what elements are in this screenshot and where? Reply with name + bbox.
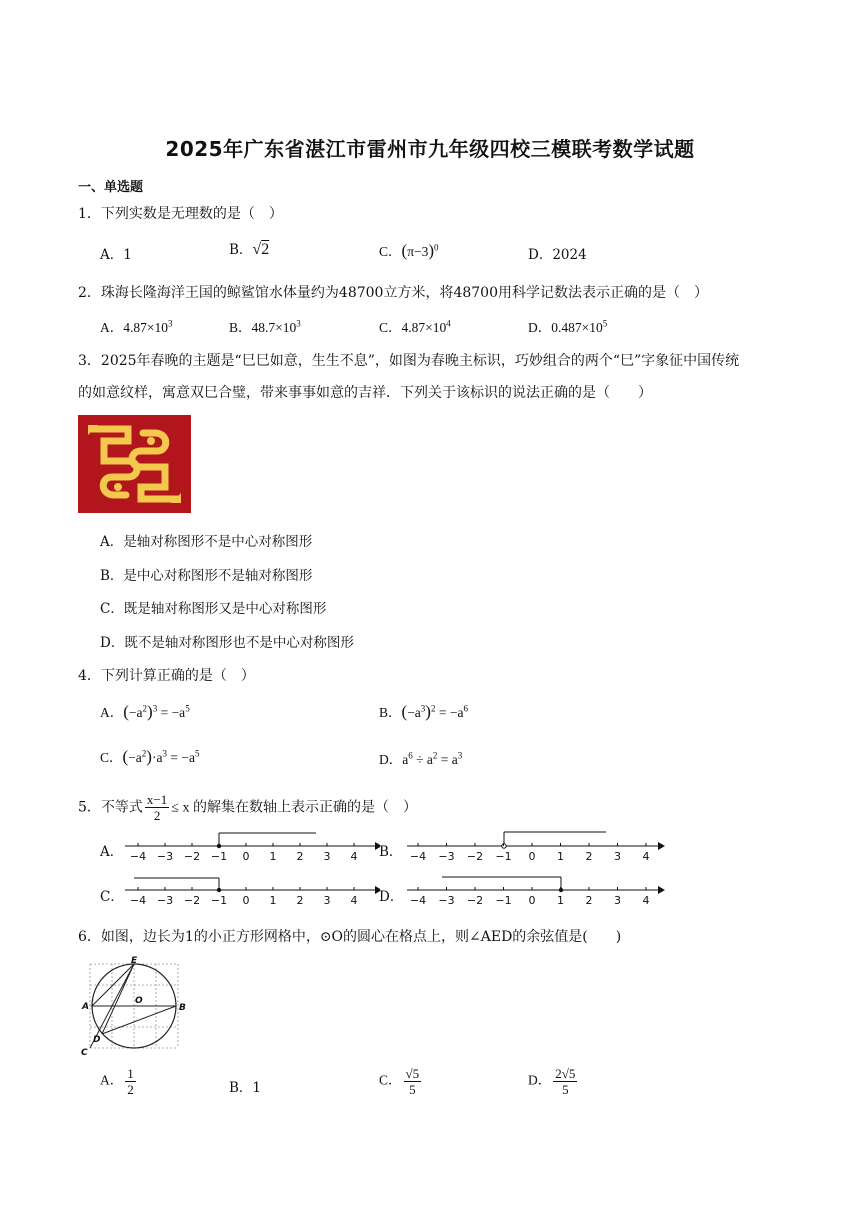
question-3-line-1: 3．2025年春晚的主题是“巳巳如意，生生不息”，如图为春晚主标识，巧妙组合的两个“巳”字象征中国传统 — [78, 353, 740, 369]
tick-label: 4 — [350, 894, 358, 907]
question-3-line-2: 的如意纹样，寓意双巳合璧，带来事事如意的吉祥．下列关于该标识的说法正确的是（ ） — [78, 385, 652, 401]
tick-label: −4 — [409, 850, 427, 863]
point-b-label: B — [179, 1003, 186, 1013]
tick-label: −1 — [210, 850, 228, 863]
point-c-label: C — [81, 1048, 88, 1058]
number-line-a — [120, 826, 380, 866]
q4-option-a: A．$(-a^2)^3 = -a^5$ — [100, 702, 190, 721]
tick-label: 0 — [242, 850, 250, 863]
tick-label: 0 — [528, 894, 536, 907]
tick-label: −3 — [156, 894, 174, 907]
q6-option-b: B．1 — [229, 1080, 262, 1096]
tick-label: −1 — [495, 850, 512, 863]
tick-label: 3 — [614, 894, 621, 907]
tick-label: 1 — [557, 894, 564, 907]
point-d-label: D — [93, 1035, 101, 1045]
tick-label: −4 — [129, 850, 147, 863]
question-4-stem: 4．下列计算正确的是（ ） — [78, 668, 255, 684]
q3-option-a: A．是轴对称图形不是中心对称图形 — [100, 534, 313, 550]
q2-option-a: A．$4.87\times 10^3$ — [100, 318, 173, 335]
tick-label: 3 — [323, 850, 331, 863]
tick-label: −2 — [183, 894, 201, 907]
page-title: 2025年广东省湛江市雷州市九年级四校三模联考数学试题 — [165, 137, 695, 161]
q1-option-c: C．$(\pi-3)^0$ — [379, 241, 439, 260]
tick-label: 3 — [323, 894, 331, 907]
tick-label: −2 — [183, 850, 201, 863]
question-6-stem: 6．如图，边长为1的小正方形网格中，⊙O的圆心在格点上，则∠AED的余弦值是( ) — [78, 929, 622, 945]
q5-option-d-label: D． — [379, 889, 404, 905]
tick-label: 4 — [642, 894, 650, 907]
q3-option-d: D．既不是轴对称图形也不是中心对称图形 — [100, 635, 354, 651]
number-line-c — [120, 870, 380, 910]
tick-label: 2 — [296, 850, 304, 863]
tick-label: −1 — [210, 894, 228, 907]
q5-option-c-label: C． — [100, 889, 124, 905]
q6-option-a: A． $\frac{1}{2}$ — [100, 1066, 134, 1097]
tick-label: 2 — [296, 894, 304, 907]
q5-option-b-label: B． — [379, 844, 403, 860]
q1-option-a: A．1 — [100, 247, 132, 263]
tick-label: −3 — [438, 894, 455, 907]
tick-label: 1 — [269, 850, 277, 863]
number-line-d — [402, 870, 667, 910]
q2-option-b: B．$48.7\times 10^3$ — [229, 318, 301, 335]
tick-label: −1 — [495, 894, 512, 907]
tick-label: 1 — [557, 850, 564, 863]
q6-option-c: C． $\frac{√5}{5}$ — [379, 1066, 420, 1097]
tick-label: 4 — [350, 850, 358, 863]
point-o-label: O — [135, 996, 143, 1006]
tick-label: 2 — [585, 894, 593, 907]
q6-option-d: D． $\frac{2√5}{5}$ — [528, 1066, 576, 1097]
circle-grid-figure — [78, 954, 188, 1058]
tick-label: −4 — [129, 894, 147, 907]
tick-label: −2 — [466, 894, 484, 907]
question-1-stem: 1．下列实数是无理数的是（ ） — [78, 206, 283, 222]
q3-option-b: B．是中心对称图形不是轴对称图形 — [100, 568, 313, 584]
tick-label: 0 — [242, 894, 250, 907]
q4-option-c: C．$(-a^2)\cdot a^3 = -a^5$ — [100, 747, 200, 766]
point-e-label: E — [131, 956, 138, 966]
q3-option-c: C．既是轴对称图形又是中心对称图形 — [100, 601, 327, 617]
tick-label: 0 — [528, 850, 536, 863]
q4-option-d: D．$a^6 \div a^2 = a^3$ — [379, 750, 463, 767]
number-line-b — [402, 826, 667, 866]
section-heading: 一、单选题 — [78, 180, 144, 195]
tick-label: −3 — [438, 850, 455, 863]
tick-label: −2 — [466, 850, 484, 863]
question-2-stem: 2．珠海长隆海洋王国的鲸鲨馆水体量约为48700立方米，将48700用科学记数法表示正确的是（ ） — [78, 285, 708, 301]
point-a-label: A — [82, 1002, 89, 1012]
q4-option-b: B．$(-a^3)^2 = -a^6$ — [379, 702, 468, 721]
tick-label: −3 — [156, 850, 174, 863]
tick-label: 2 — [585, 850, 593, 863]
q1-option-d: D．2024 — [528, 247, 587, 263]
q5-option-a-label: A． — [100, 844, 124, 860]
q2-option-d: D．$0.487\times 10^5$ — [528, 318, 608, 335]
chunwan-logo-image — [78, 415, 191, 513]
tick-label: 4 — [642, 850, 650, 863]
tick-label: −4 — [409, 894, 427, 907]
inequality-fraction: $\frac{x-1}{2}$ — [146, 792, 168, 823]
tick-label: 3 — [614, 850, 621, 863]
question-5-stem: 5．不等式 $\frac{x-1}{2}$ ≤ x 的解集在数轴上表示正确的是（ ） — [78, 792, 417, 823]
tick-label: 1 — [269, 894, 277, 907]
q1-option-b: B．√2 — [229, 241, 270, 258]
q2-option-c: C．$4.87\times 10^4$ — [379, 318, 451, 335]
